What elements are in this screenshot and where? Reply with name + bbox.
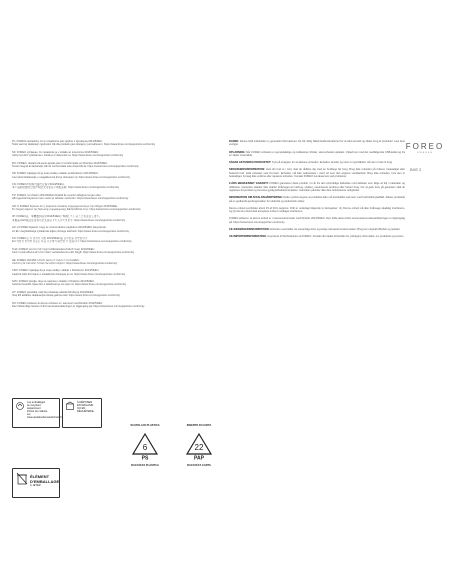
- conformity-paragraph: [12, 205, 208, 212]
- conformity-line: CN: FOREO声明本设备符合指令2014/53/EU。: [12, 183, 67, 187]
- conformity-paragraph: [12, 280, 208, 287]
- info-heading: UK IMPORTØRINFORMATION:: [229, 235, 267, 239]
- recycle-ps-icon: [130, 432, 160, 460]
- recycling-label: OU EN: [77, 407, 86, 410]
- conformity-line: TR: FOREO, bu cihazın 2014/53/EU Direktifi ile uyumlu olduğunu beyan eder.: [12, 193, 102, 197]
- info-paragraph: [229, 196, 405, 203]
- conformity-line: Den fullstendige teksten til EU-samsvarserklæringen er tilgjengelig på: https://www.foreo.com/support/ec-conformity: [12, 305, 145, 309]
- conformity-line: Textul integral al declarației UE de conformitate este disponibil la: https://www.foreo.com/support/ec-conformity: [12, 164, 139, 168]
- info-text: Denne enhed overholder afsnit 15 af FCC-reglerne. Drift er underlagt følgende to betingelser: (1) Denne enhed må ikke forårsage skadelig interferens, og (2) denne enhed skal acceptere enhver modtaget interferens.: [229, 206, 405, 214]
- info-paragraph: [229, 168, 405, 178]
- packaging-title-2: D'EMBALLAGE: [30, 478, 60, 484]
- info-text: Enheden overholder de væsentlige krav og øvrige relevante bestemmelser. Brug kun originalt tilbehør og oplader.: [270, 228, 401, 232]
- conformity-line: HU: A FOREO kijelenti, hogy ez a berendezés megfelel a 2014/53/EU irányelvnek.: [12, 226, 107, 230]
- info-paragraph: [229, 217, 405, 224]
- info-paragraph: [229, 235, 405, 238]
- pap-code: PAP: [194, 455, 204, 460]
- conformity-line: 本产品的欧盟符合性声明全文可在以下网址获取: https://www.foreo.com/support/ec-conformity: [12, 186, 120, 190]
- conformity-paragraph: [12, 302, 208, 309]
- recycling-label: se recyclent: [27, 404, 41, 407]
- recycling-label: EN MAGASIN: [77, 404, 94, 407]
- recycling-label: DÉCHÈTERIE: [77, 410, 94, 413]
- conformity-paragraph: [12, 215, 208, 222]
- packaging-title-1: ÉLÉMENT: [30, 474, 50, 479]
- product-code: BXE 2: [410, 167, 422, 172]
- info-heading: SIKKERHEDSINFORMATION:: [229, 168, 265, 172]
- conformity-line: Celotno besedilo izjave EU o skladnosti je na voljo na: https://www.foreo.com/support/ec-conformity: [12, 283, 127, 287]
- conformity-paragraph: [12, 172, 208, 179]
- middle-column: [229, 140, 405, 243]
- conformity-line: THA: FOREO ขอประกาศว่าอุปกรณ์นี้สอดคล้องกับข้อกำหนด 2014/53/EU: [12, 247, 95, 251]
- ps-code: PS: [141, 455, 149, 460]
- packaging-sub: À JETER: [30, 484, 41, 488]
- conformity-line: KO: FOREO는 이 장치가 지침 2014/53/EU를 준수함을 선언합니다.: [12, 237, 88, 241]
- info-heading: CE-SIKKERHEDSINFORMATION:: [229, 228, 270, 232]
- info-paragraph: [229, 182, 405, 192]
- conformity-line: Az EU megfelelőségi nyilatkozat teljes szövege elérhető: https://www.foreo.com/support/ec-conformity: [12, 229, 129, 233]
- info-text: Denne fuldt indeholder ny generelle informationer, fra når viklig Sikkerhedsinstruktioner for at sikre korrekt og sikker brug af produktet. Læs dem venligst.: [229, 140, 405, 147]
- info-text: Dette symbol angiver at produktet ikke må bortskaffes sammen med husholdningsaffald. Aflever produktet på en godkendt genbrugsstation for elektrisk og elektronisk udstyr.: [229, 196, 405, 203]
- conformity-line: PL: FOREO oświadcza, że to urządzenie jest zgodne z dyrektywą 2014/53/EU.: [12, 140, 103, 143]
- ps-number: 6: [142, 443, 148, 452]
- conformity-line: CRO: FOREO izjavljuje da je ovaj uređaj u skladu s Direktivom 2014/53/EU.: [12, 269, 100, 273]
- recycling-label: sur www.quefairedemesdechets.fr: [27, 413, 62, 419]
- info-paragraph: [229, 161, 405, 164]
- brand-block: [405, 142, 445, 154]
- info-text: FOREO garanterer dette produkt i to år fra den oprindelige købsdato mod defekter som følge af fejl i materialer og udførelse. Garantien dækker ikke skader forårsaget af misbrug, ulykker, uautoriseret ændring eller forkert brug. For at gøre krav på garantien skal du registrere dit produkt og fremvise gyldig købsdokumentation. Garantien påvirker ikke dine lovbestemte rettigheder.: [229, 182, 405, 192]
- info-paragraph: [229, 151, 405, 158]
- conformity-paragraph: [12, 151, 208, 158]
- info-paragraph: [229, 207, 405, 214]
- conformity-line: RO: FOREO, declara că acest aparat este în conformitate cu Directiva 2014/53/EU.: [12, 161, 108, 165]
- conformity-line: Visą ES atitikties deklaracijos tekstą galima rasti: https://www.foreo.com/support/ec-conformity: [12, 294, 120, 298]
- collection-info-box: [12, 398, 60, 428]
- conformity-paragraph: [12, 140, 208, 147]
- conformity-paragraph: [12, 259, 208, 266]
- packaging-element-box: [12, 468, 60, 498]
- conformity-paragraph: [12, 248, 208, 255]
- conformity-paragraph: [12, 291, 208, 298]
- conformity-paragraph: [12, 237, 208, 244]
- conformity-paragraph: [12, 183, 208, 190]
- conformity-line: SR: FOREO izjavljuje da je ovaj uređaj u skladu sa Direktivom 2014/53/EU.: [12, 172, 99, 176]
- info-paragraph: [229, 228, 405, 231]
- conformity-line: SK: FOREO vyhlasuje, že zariadenie je v súlade so smernicou 2014/53/EU.: [12, 150, 99, 154]
- brand-sub: SWEDEN: [417, 152, 433, 154]
- info-text: FOREO erklærer, at denne enhed er i overensstemmelse med Direktiv 2014/53/EU. Den fulde tekst af EU-overensstemmelseserklæringen er tilgængelig på: https://www.foreo.com/support/ec-conformity: [229, 217, 405, 224]
- left-column: [12, 140, 208, 313]
- info-heading: DANSK:: [229, 140, 240, 143]
- left-symbol-title: SCATOLA DI PLASTICA: [130, 424, 160, 427]
- conformity-paragraph: [12, 226, 208, 233]
- conformity-line: Cjeloviti tekst EU izjave o sukladnosti dostupan je na: https://www.foreo.com/support/ec-conformity: [12, 272, 126, 276]
- conformity-line: Ceo tekst Deklaracije o usaglašenosti EU je dostupan na: https://www.foreo.com/support/ec-conformity: [12, 175, 130, 179]
- conformity-paragraph: [12, 162, 208, 169]
- info-heading: SÅDAN AKTIVERES PRODUKTET:: [229, 161, 272, 165]
- info-text: Hvis din hud er i tvivl, skal du rådføre dig med en hudlæge før brug. Brug ikke enheden på irriteret, beskadiget eller betændt hud. Hold enheden væk fra børn. Enheden må ikke nedsænkes i vand ud over den angivne vandtæthed. Brug ikke enheden, hvis den er beskadiget. Forsøg ikke at åbne eller reparere enheden. Kontakt FOREO kundeservice ved problemer.: [229, 168, 405, 179]
- box-icon: [65, 401, 75, 411]
- conformity-line: 本製品のEU適合宣言書の全文は以下で入手できます: https://www.foreo.com/support/ec-conformity: [12, 218, 126, 222]
- info-heading: INFORMATION OM AFFALDSHÅNDTERING:: [229, 196, 283, 200]
- conformity-line: Tekst wart tej deklaracji zgodności UE dla produktu jest dostępny pod adresem: https://www.foreo.com/support/ec-conformity: [12, 143, 156, 147]
- conformity-line: JP: FOREOは、本機器が指令2014/53/EUに準拠していることを宣言します。: [12, 215, 102, 219]
- recycle-pap-icon: [184, 432, 214, 460]
- pap-number: 22: [194, 443, 204, 452]
- info-text: Når FOREO enheden er genopladelige og indikatoren blinker, skal enheden oplades. Oplad kun med det medfølgende USB-kabel og fra en sikker strømkilde.: [229, 150, 405, 157]
- conformity-paragraph: [12, 269, 208, 276]
- conformity-line: Úplný text EÚ vyhlásenia o zhode je k dispozícii na: https://www.foreo.com/support/ec-conformity: [12, 154, 124, 158]
- conformity-line: ข้อความฉบับเต็มของคำประกาศความสอดคล้องของ EU มีอยู่ที่: https://www.foreo.com/support/ec-conformity: [12, 251, 135, 255]
- conformity-line: הטקסט המלא של הצהרת התאימות זמין בכתובת: https://www.foreo.com/support/ec-conformity: [12, 261, 118, 265]
- info-paragraph: [229, 140, 405, 147]
- recycling-label: Les emballages: [27, 401, 46, 404]
- trash-bin-icon: [15, 472, 29, 486]
- info-text: Tryk på knappen for at aktivere enheden. Enheden tænder og viser en lysindikator når den er klar til brug.: [271, 161, 393, 165]
- conformity-line: SVN: FOREO izjavlja, da je ta naprava v skladu z Direktivo 2014/53/EU.: [12, 280, 95, 284]
- triman-icon: [15, 401, 25, 411]
- right-symbol-title: INSERTO DI CARTA: [186, 424, 212, 427]
- info-heading: 2-ÅRS BEGRÆNSET GARANTI:: [229, 182, 269, 186]
- conformity-paragraph: [12, 194, 208, 201]
- recycling-area: [12, 398, 222, 498]
- conformity-line: EU 적합성 선언의 전문은 다음 주소에서 확인할 수 있습니다: https://www.foreo.com/support/ec-conformity: [12, 240, 132, 244]
- recycling-label: À DÉPOSER: [77, 401, 93, 404]
- conformity-line: Το πλήρες κείμενο της δήλωσης συμμόρφωσης ΕΕ διατίθεται στην: https://www.foreo.com/support/ec-conformity: [12, 207, 141, 211]
- conformity-line: NO: FOREO erklærer at denne enheten er i samsvar med Direktiv 2014/53/EU.: [12, 301, 103, 305]
- right-symbol-caption: RACCOLTA CARTA: [187, 464, 211, 467]
- recycling-label: séparément: [27, 407, 41, 410]
- conformity-line: LIT: FOREO pareiškia, kad šis prietaisas atitinka Direktyvą 2014/53/ES.: [12, 290, 95, 294]
- recycling-label: Points de collecte: [27, 410, 48, 413]
- conformity-line: GR: Η FOREO δηλώνει ότι η παρούσα συσκευή συμμορφώνεται με την Οδηγία 2014/53/ΕΕ.: [12, 204, 118, 208]
- info-heading: OPLADNING:: [229, 150, 246, 154]
- info-text: Importeret til Storbritannien af FOREO. Kontakt din lokale forhandler for yderligere information om produktet og service.: [267, 235, 405, 239]
- deposit-box: [62, 398, 102, 428]
- conformity-line: AB uygunluk beyanının tam metni şu adreste mevcuttur: https://www.foreo.com/support/ec-conformity: [12, 197, 129, 201]
- conformity-line: HE: FOREO מצהירה כי מכשיר זה תואם להנחיה 2014/53/EU.: [12, 258, 80, 262]
- brand-logo: FOREO: [405, 142, 445, 151]
- left-symbol-caption: RACCOLTA PLASTICA: [131, 464, 159, 467]
